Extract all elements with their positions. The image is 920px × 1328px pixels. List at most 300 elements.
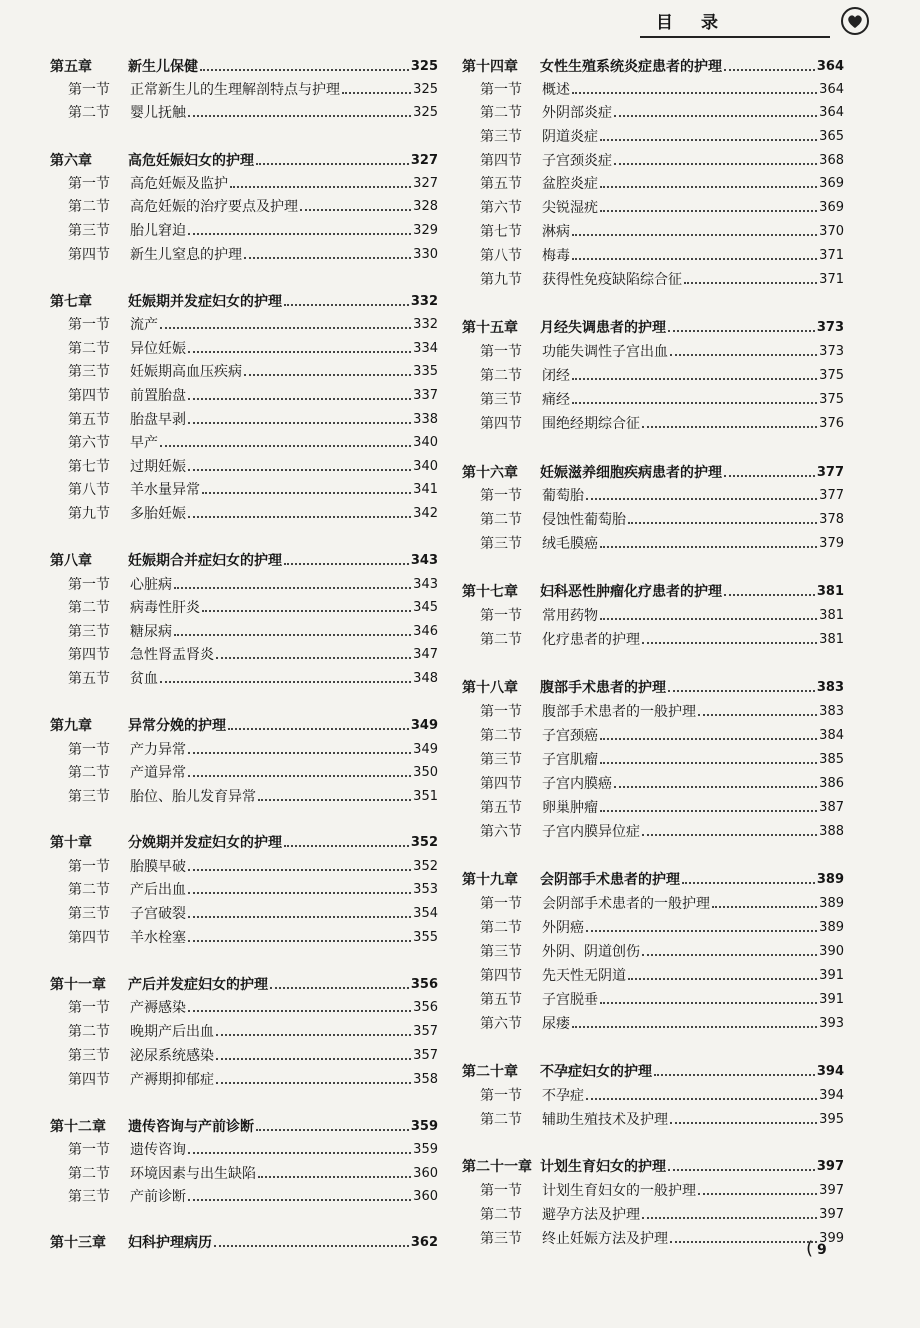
toc-section-entry[interactable] — [462, 483, 844, 505]
entry-title: 子宫肌瘤 — [542, 752, 598, 768]
toc-section-entry[interactable] — [50, 359, 438, 381]
entry-number-label: 第五节 — [68, 671, 110, 687]
entry-title: 尖锐湿疣 — [542, 200, 598, 216]
entry-number-label: 第六节 — [480, 1016, 522, 1032]
dot-leader — [642, 834, 817, 836]
dot-leader — [600, 810, 817, 812]
entry-title: 妊娠期高血压疾病 — [130, 364, 242, 380]
dot-leader — [572, 234, 817, 236]
entry-title: 计划生育妇女的一般护理 — [542, 1183, 696, 1199]
entry-title: 羊水量异常 — [130, 482, 200, 498]
toc-section-entry[interactable] — [462, 1107, 844, 1129]
entry-title: 腹部手术患者的护理 — [540, 680, 666, 696]
toc-chapter-entry[interactable] — [462, 1154, 844, 1176]
toc-section-entry[interactable] — [50, 430, 438, 452]
entry-title: 月经失调患者的护理 — [540, 320, 666, 336]
dot-leader — [160, 681, 411, 683]
toc-chapter-entry[interactable] — [462, 579, 844, 601]
entry-title: 辅助生殖技术及护理 — [542, 1112, 668, 1128]
dot-leader — [258, 799, 411, 801]
toc-section-entry[interactable] — [462, 124, 844, 146]
entry-title: 高危妊娠妇女的护理 — [128, 153, 254, 169]
entry-page-number: 386 — [819, 776, 844, 791]
entry-title: 多胎妊娠 — [130, 506, 186, 522]
dot-leader — [188, 469, 411, 471]
dot-leader — [188, 233, 411, 235]
entry-page-number: 365 — [819, 129, 844, 144]
entry-title: 产力异常 — [130, 742, 186, 758]
entry-title: 尿瘘 — [542, 1016, 570, 1032]
toc-section-entry[interactable] — [50, 454, 438, 476]
entry-page-number: 384 — [819, 728, 844, 743]
entry-page-number: 354 — [413, 906, 438, 921]
entry-title: 婴儿抚触 — [130, 105, 186, 121]
entry-number-label: 第三节 — [480, 752, 522, 768]
toc-chapter-entry[interactable] — [50, 830, 438, 852]
toc-section-entry[interactable] — [50, 901, 438, 923]
toc-section-entry[interactable] — [462, 747, 844, 769]
entry-page-number: 360 — [413, 1189, 438, 1204]
dot-leader — [188, 775, 411, 777]
toc-chapter-entry[interactable] — [462, 460, 844, 482]
dot-leader — [572, 378, 817, 380]
entry-number-label: 第二节 — [68, 199, 110, 215]
entry-title: 围绝经期综合征 — [542, 416, 640, 432]
entry-title: 糖尿病 — [130, 624, 172, 640]
toc-section-entry[interactable] — [462, 387, 844, 409]
entry-page-number: 327 — [410, 153, 438, 168]
entry-page-number: 359 — [410, 1119, 438, 1134]
entry-number-label: 第十五章 — [462, 320, 518, 336]
toc-section-entry[interactable] — [50, 1161, 438, 1183]
dot-leader — [600, 546, 817, 548]
toc-chapter-entry[interactable] — [50, 548, 438, 570]
entry-page-number: 397 — [819, 1207, 844, 1222]
entry-page-number: 352 — [410, 835, 438, 850]
toc-section-entry[interactable] — [50, 242, 438, 264]
toc-chapter-entry[interactable] — [50, 972, 438, 994]
toc-section-entry[interactable] — [462, 148, 844, 170]
entry-title: 闭经 — [542, 368, 570, 384]
entry-number-label: 第二十一章 — [462, 1159, 532, 1175]
footer-bracket: ( — [806, 1238, 814, 1259]
entry-title: 葡萄胎 — [542, 488, 584, 504]
entry-title: 晚期产后出血 — [130, 1024, 214, 1040]
entry-title: 新生儿保健 — [128, 59, 198, 75]
dot-leader — [188, 869, 411, 871]
entry-page-number: 391 — [819, 992, 844, 1007]
dot-leader — [642, 954, 817, 956]
entry-page-number: 377 — [816, 465, 844, 480]
toc-section-entry[interactable] — [50, 1067, 438, 1089]
toc-section-entry[interactable] — [462, 795, 844, 817]
entry-number-label: 第一节 — [480, 896, 522, 912]
entry-page-number: 394 — [816, 1064, 844, 1079]
entry-number-label: 第四节 — [480, 968, 522, 984]
toc-chapter-entry[interactable] — [50, 289, 438, 311]
entry-title: 羊水栓塞 — [130, 930, 186, 946]
dot-leader — [600, 186, 817, 188]
dot-leader — [614, 786, 817, 788]
entry-title: 流产 — [130, 317, 158, 333]
entry-title: 急性肾盂肾炎 — [130, 647, 214, 663]
toc-section-entry[interactable] — [50, 572, 438, 594]
entry-title: 子宫颈炎症 — [542, 153, 612, 169]
dot-leader — [270, 987, 409, 989]
toc-section-entry[interactable] — [462, 507, 844, 529]
entry-page-number: 352 — [413, 859, 438, 874]
toc-section-entry[interactable] — [462, 771, 844, 793]
entry-page-number: 383 — [816, 680, 844, 695]
dot-leader — [342, 92, 411, 94]
entry-title: 高危妊娠的治疗要点及护理 — [130, 199, 298, 215]
entry-page-number: 378 — [819, 512, 844, 527]
dot-leader — [174, 587, 411, 589]
entry-page-number: 387 — [819, 800, 844, 815]
entry-page-number: 394 — [819, 1088, 844, 1103]
entry-page-number: 373 — [819, 344, 844, 359]
toc-section-entry[interactable] — [462, 819, 844, 841]
entry-title: 产后出血 — [130, 882, 186, 898]
toc-section-entry[interactable] — [462, 219, 844, 241]
entry-page-number: 399 — [819, 1231, 844, 1246]
toc-section-entry[interactable] — [50, 1137, 438, 1159]
dot-leader — [214, 1245, 409, 1247]
entry-page-number: 342 — [413, 506, 438, 521]
dot-leader — [244, 374, 411, 376]
entry-number-label: 第四节 — [480, 776, 522, 792]
entry-number-label: 第九节 — [480, 272, 522, 288]
entry-number-label: 第三节 — [68, 789, 110, 805]
entry-page-number: 345 — [413, 600, 438, 615]
entry-page-number: 389 — [816, 872, 844, 887]
entry-number-label: 第七节 — [68, 459, 110, 475]
toc-section-entry[interactable] — [50, 1184, 438, 1206]
toc-section-entry[interactable] — [462, 195, 844, 217]
entry-page-number: 349 — [413, 742, 438, 757]
entry-number-label: 第六节 — [480, 200, 522, 216]
dot-leader — [188, 422, 411, 424]
entry-page-number: 332 — [413, 317, 438, 332]
entry-page-number: 391 — [819, 968, 844, 983]
entry-title: 早产 — [130, 435, 158, 451]
dot-leader — [256, 163, 409, 165]
dot-leader — [174, 634, 411, 636]
toc-chapter-entry[interactable] — [462, 867, 844, 889]
entry-title: 高危妊娠及监护 — [130, 176, 228, 192]
entry-title: 产道异常 — [130, 765, 186, 781]
entry-number-label: 第四节 — [68, 247, 110, 263]
dot-leader — [600, 738, 817, 740]
toc-section-entry[interactable] — [50, 854, 438, 876]
entry-title: 产后并发症妇女的护理 — [128, 977, 268, 993]
toc-section-entry[interactable] — [50, 407, 438, 429]
dot-leader — [188, 940, 411, 942]
entry-number-label: 第一节 — [480, 82, 522, 98]
entry-number-label: 第二节 — [480, 632, 522, 648]
entry-number-label: 第六节 — [68, 435, 110, 451]
entry-number-label: 第四节 — [68, 930, 110, 946]
entry-number-label: 第三节 — [68, 1189, 110, 1205]
entry-title: 痛经 — [542, 392, 570, 408]
toc-section-entry[interactable] — [462, 171, 844, 193]
dot-leader — [202, 492, 411, 494]
entry-page-number: 369 — [819, 200, 844, 215]
entry-title: 子宫内膜异位症 — [542, 824, 640, 840]
toc-chapter-entry[interactable] — [50, 713, 438, 735]
dot-leader — [188, 398, 411, 400]
entry-number-label: 第五节 — [480, 992, 522, 1008]
toc-chapter-entry[interactable] — [462, 315, 844, 337]
toc-section-entry[interactable] — [50, 995, 438, 1017]
entry-page-number: 349 — [410, 718, 438, 733]
entry-number-label: 第二节 — [480, 1112, 522, 1128]
toc-section-entry[interactable] — [462, 939, 844, 961]
dot-leader — [572, 92, 817, 94]
entry-page-number: 385 — [819, 752, 844, 767]
entry-number-label: 第二节 — [480, 368, 522, 384]
page-header — [640, 6, 880, 42]
toc-section-entry[interactable] — [462, 411, 844, 433]
toc-section-entry[interactable] — [50, 1043, 438, 1065]
entry-title: 环境因素与出生缺陷 — [130, 1166, 256, 1182]
toc-section-entry[interactable] — [50, 595, 438, 617]
entry-page-number: 335 — [413, 364, 438, 379]
entry-number-label: 第四节 — [68, 647, 110, 663]
entry-number-label: 第四节 — [68, 388, 110, 404]
toc-chapter-entry[interactable] — [50, 1114, 438, 1136]
dot-leader — [202, 610, 411, 612]
dot-leader — [284, 845, 409, 847]
entry-number-label: 第十一章 — [50, 977, 106, 993]
entry-title: 过期妊娠 — [130, 459, 186, 475]
entry-title: 胎位、胎儿发育异常 — [130, 789, 256, 805]
dot-leader — [188, 1199, 411, 1201]
entry-number-label: 第一节 — [480, 488, 522, 504]
toc-section-entry[interactable] — [462, 531, 844, 553]
dot-leader — [188, 752, 411, 754]
entry-title: 阴道炎症 — [542, 129, 598, 145]
entry-page-number: 343 — [413, 577, 438, 592]
dot-leader — [244, 257, 411, 259]
entry-title: 遗传咨询 — [130, 1142, 186, 1158]
entry-page-number: 381 — [816, 584, 844, 599]
toc-section-entry[interactable] — [462, 915, 844, 937]
entry-number-label: 第八节 — [68, 482, 110, 498]
toc-section-entry[interactable] — [462, 723, 844, 745]
entry-title: 产前诊断 — [130, 1189, 186, 1205]
dot-leader — [160, 327, 411, 329]
toc-section-entry[interactable] — [462, 1011, 844, 1033]
entry-number-label: 第一节 — [68, 176, 110, 192]
entry-number-label: 第三节 — [68, 364, 110, 380]
toc-section-entry[interactable] — [50, 737, 438, 759]
entry-title: 卵巢肿瘤 — [542, 800, 598, 816]
dot-leader — [230, 186, 411, 188]
toc-section-entry[interactable] — [50, 312, 438, 334]
dot-leader — [586, 498, 817, 500]
dot-leader — [614, 115, 817, 117]
entry-title: 不孕症 — [542, 1088, 584, 1104]
entry-number-label: 第三节 — [480, 129, 522, 145]
dot-leader — [698, 714, 817, 716]
entry-page-number: 340 — [413, 459, 438, 474]
toc-section-entry[interactable] — [50, 383, 438, 405]
entry-page-number: 343 — [410, 553, 438, 568]
toc-section-entry[interactable] — [462, 603, 844, 625]
toc-section-entry[interactable] — [462, 1083, 844, 1105]
entry-title: 梅毒 — [542, 248, 570, 264]
entry-page-number: 395 — [819, 1112, 844, 1127]
toc-section-entry[interactable] — [462, 1178, 844, 1200]
entry-number-label: 第二节 — [480, 512, 522, 528]
entry-number-label: 第五节 — [68, 412, 110, 428]
entry-title: 避孕方法及护理 — [542, 1207, 640, 1223]
toc-section-entry[interactable] — [462, 1202, 844, 1224]
toc-section-entry[interactable] — [50, 784, 438, 806]
entry-page-number: 388 — [819, 824, 844, 839]
toc-section-entry[interactable] — [50, 194, 438, 216]
toc-chapter-entry[interactable] — [462, 675, 844, 697]
toc-section-entry[interactable] — [50, 760, 438, 782]
toc-section-entry[interactable] — [50, 501, 438, 523]
toc-section-entry[interactable] — [50, 336, 438, 358]
dot-leader — [682, 882, 815, 884]
toc-section-entry[interactable] — [462, 267, 844, 289]
entry-page-number: 368 — [819, 153, 844, 168]
dot-leader — [670, 1241, 817, 1243]
dot-leader — [200, 69, 409, 71]
entry-number-label: 第五节 — [480, 176, 522, 192]
entry-title: 外阴部炎症 — [542, 105, 612, 121]
toc-section-entry[interactable] — [50, 77, 438, 99]
dot-leader — [712, 906, 817, 908]
entry-page-number: 371 — [819, 248, 844, 263]
entry-number-label: 第三节 — [68, 1048, 110, 1064]
toc-section-entry[interactable] — [462, 243, 844, 265]
entry-page-number: 328 — [413, 199, 438, 214]
entry-title: 会阴部手术患者的一般护理 — [542, 896, 710, 912]
toc-section-entry[interactable] — [50, 100, 438, 122]
dot-leader — [228, 728, 409, 730]
toc-section-entry[interactable] — [462, 987, 844, 1009]
dot-leader — [642, 642, 817, 644]
toc-section-entry[interactable] — [50, 477, 438, 499]
entry-page-number: 393 — [819, 1016, 844, 1031]
entry-number-label: 第二十章 — [462, 1064, 518, 1080]
toc-section-entry[interactable] — [462, 891, 844, 913]
entry-number-label: 第九章 — [50, 718, 92, 734]
entry-number-label: 第三节 — [68, 906, 110, 922]
entry-number-label: 第二节 — [68, 765, 110, 781]
dot-leader — [188, 351, 411, 353]
entry-title: 泌尿系统感染 — [130, 1048, 214, 1064]
dot-leader — [670, 1122, 817, 1124]
entry-page-number: 330 — [413, 247, 438, 262]
toc-section-entry[interactable] — [462, 100, 844, 122]
entry-page-number: 381 — [819, 608, 844, 623]
toc-section-entry[interactable] — [462, 963, 844, 985]
toc-section-entry[interactable] — [462, 77, 844, 99]
toc-section-entry[interactable] — [50, 666, 438, 688]
entry-title: 异位妊娠 — [130, 341, 186, 357]
entry-number-label: 第十三章 — [50, 1235, 106, 1251]
entry-page-number: 355 — [413, 930, 438, 945]
dot-leader — [188, 1010, 411, 1012]
toc-section-entry[interactable] — [462, 363, 844, 385]
entry-number-label: 第一节 — [68, 742, 110, 758]
toc-section-entry[interactable] — [462, 699, 844, 721]
dot-leader — [668, 690, 815, 692]
dot-leader — [684, 282, 817, 284]
toc-chapter-entry[interactable] — [462, 54, 844, 76]
entry-title: 妊娠期并发症妇女的护理 — [128, 294, 282, 310]
dot-leader — [670, 354, 817, 356]
entry-page-number: 325 — [413, 105, 438, 120]
entry-title: 胎盘早剥 — [130, 412, 186, 428]
dot-leader — [188, 916, 411, 918]
dot-leader — [600, 139, 817, 141]
dot-leader — [654, 1074, 815, 1076]
dot-leader — [284, 304, 409, 306]
dot-leader — [256, 1129, 409, 1131]
toc-chapter-entry[interactable] — [50, 1230, 438, 1252]
entry-title: 病毒性肝炎 — [130, 600, 200, 616]
entry-page-number: 376 — [819, 416, 844, 431]
toc-section-entry[interactable] — [50, 877, 438, 899]
entry-number-label: 第八章 — [50, 553, 92, 569]
entry-number-label: 第四节 — [480, 416, 522, 432]
entry-title: 前置胎盘 — [130, 388, 186, 404]
toc-section-entry[interactable] — [50, 925, 438, 947]
dot-leader — [698, 1193, 817, 1195]
entry-title: 子宫颈癌 — [542, 728, 598, 744]
toc-section-entry[interactable] — [50, 642, 438, 664]
toc-section-entry[interactable] — [462, 1226, 844, 1248]
entry-page-number: 369 — [819, 176, 844, 191]
entry-page-number: 332 — [410, 294, 438, 309]
entry-number-label: 第一节 — [68, 1000, 110, 1016]
entry-title: 淋病 — [542, 224, 570, 240]
toc-section-entry[interactable] — [50, 619, 438, 641]
toc-section-entry[interactable] — [462, 339, 844, 361]
toc-section-entry[interactable] — [50, 1019, 438, 1041]
toc-section-entry[interactable] — [50, 171, 438, 193]
entry-number-label: 第六章 — [50, 153, 92, 169]
entry-title: 终止妊娠方法及护理 — [542, 1231, 668, 1247]
toc-section-entry[interactable] — [462, 627, 844, 649]
toc-chapter-entry[interactable] — [50, 54, 438, 76]
heart-emblem-icon — [838, 6, 872, 36]
entry-number-label: 第二节 — [480, 920, 522, 936]
entry-title: 妇科恶性肿瘤化疗患者的护理 — [540, 584, 722, 600]
entry-title: 计划生育妇女的护理 — [540, 1159, 666, 1175]
entry-page-number: 357 — [413, 1024, 438, 1039]
entry-page-number: 390 — [819, 944, 844, 959]
entry-page-number: 356 — [413, 1000, 438, 1015]
dot-leader — [188, 1152, 411, 1154]
entry-page-number: 340 — [413, 435, 438, 450]
entry-number-label: 第一节 — [480, 344, 522, 360]
entry-page-number: 353 — [413, 882, 438, 897]
toc-chapter-entry[interactable] — [462, 1059, 844, 1081]
toc-section-entry[interactable] — [50, 218, 438, 240]
entry-number-label: 第二节 — [68, 341, 110, 357]
entry-page-number: 351 — [413, 789, 438, 804]
entry-page-number: 359 — [413, 1142, 438, 1157]
toc-chapter-entry[interactable] — [50, 148, 438, 170]
entry-number-label: 第四节 — [480, 153, 522, 169]
